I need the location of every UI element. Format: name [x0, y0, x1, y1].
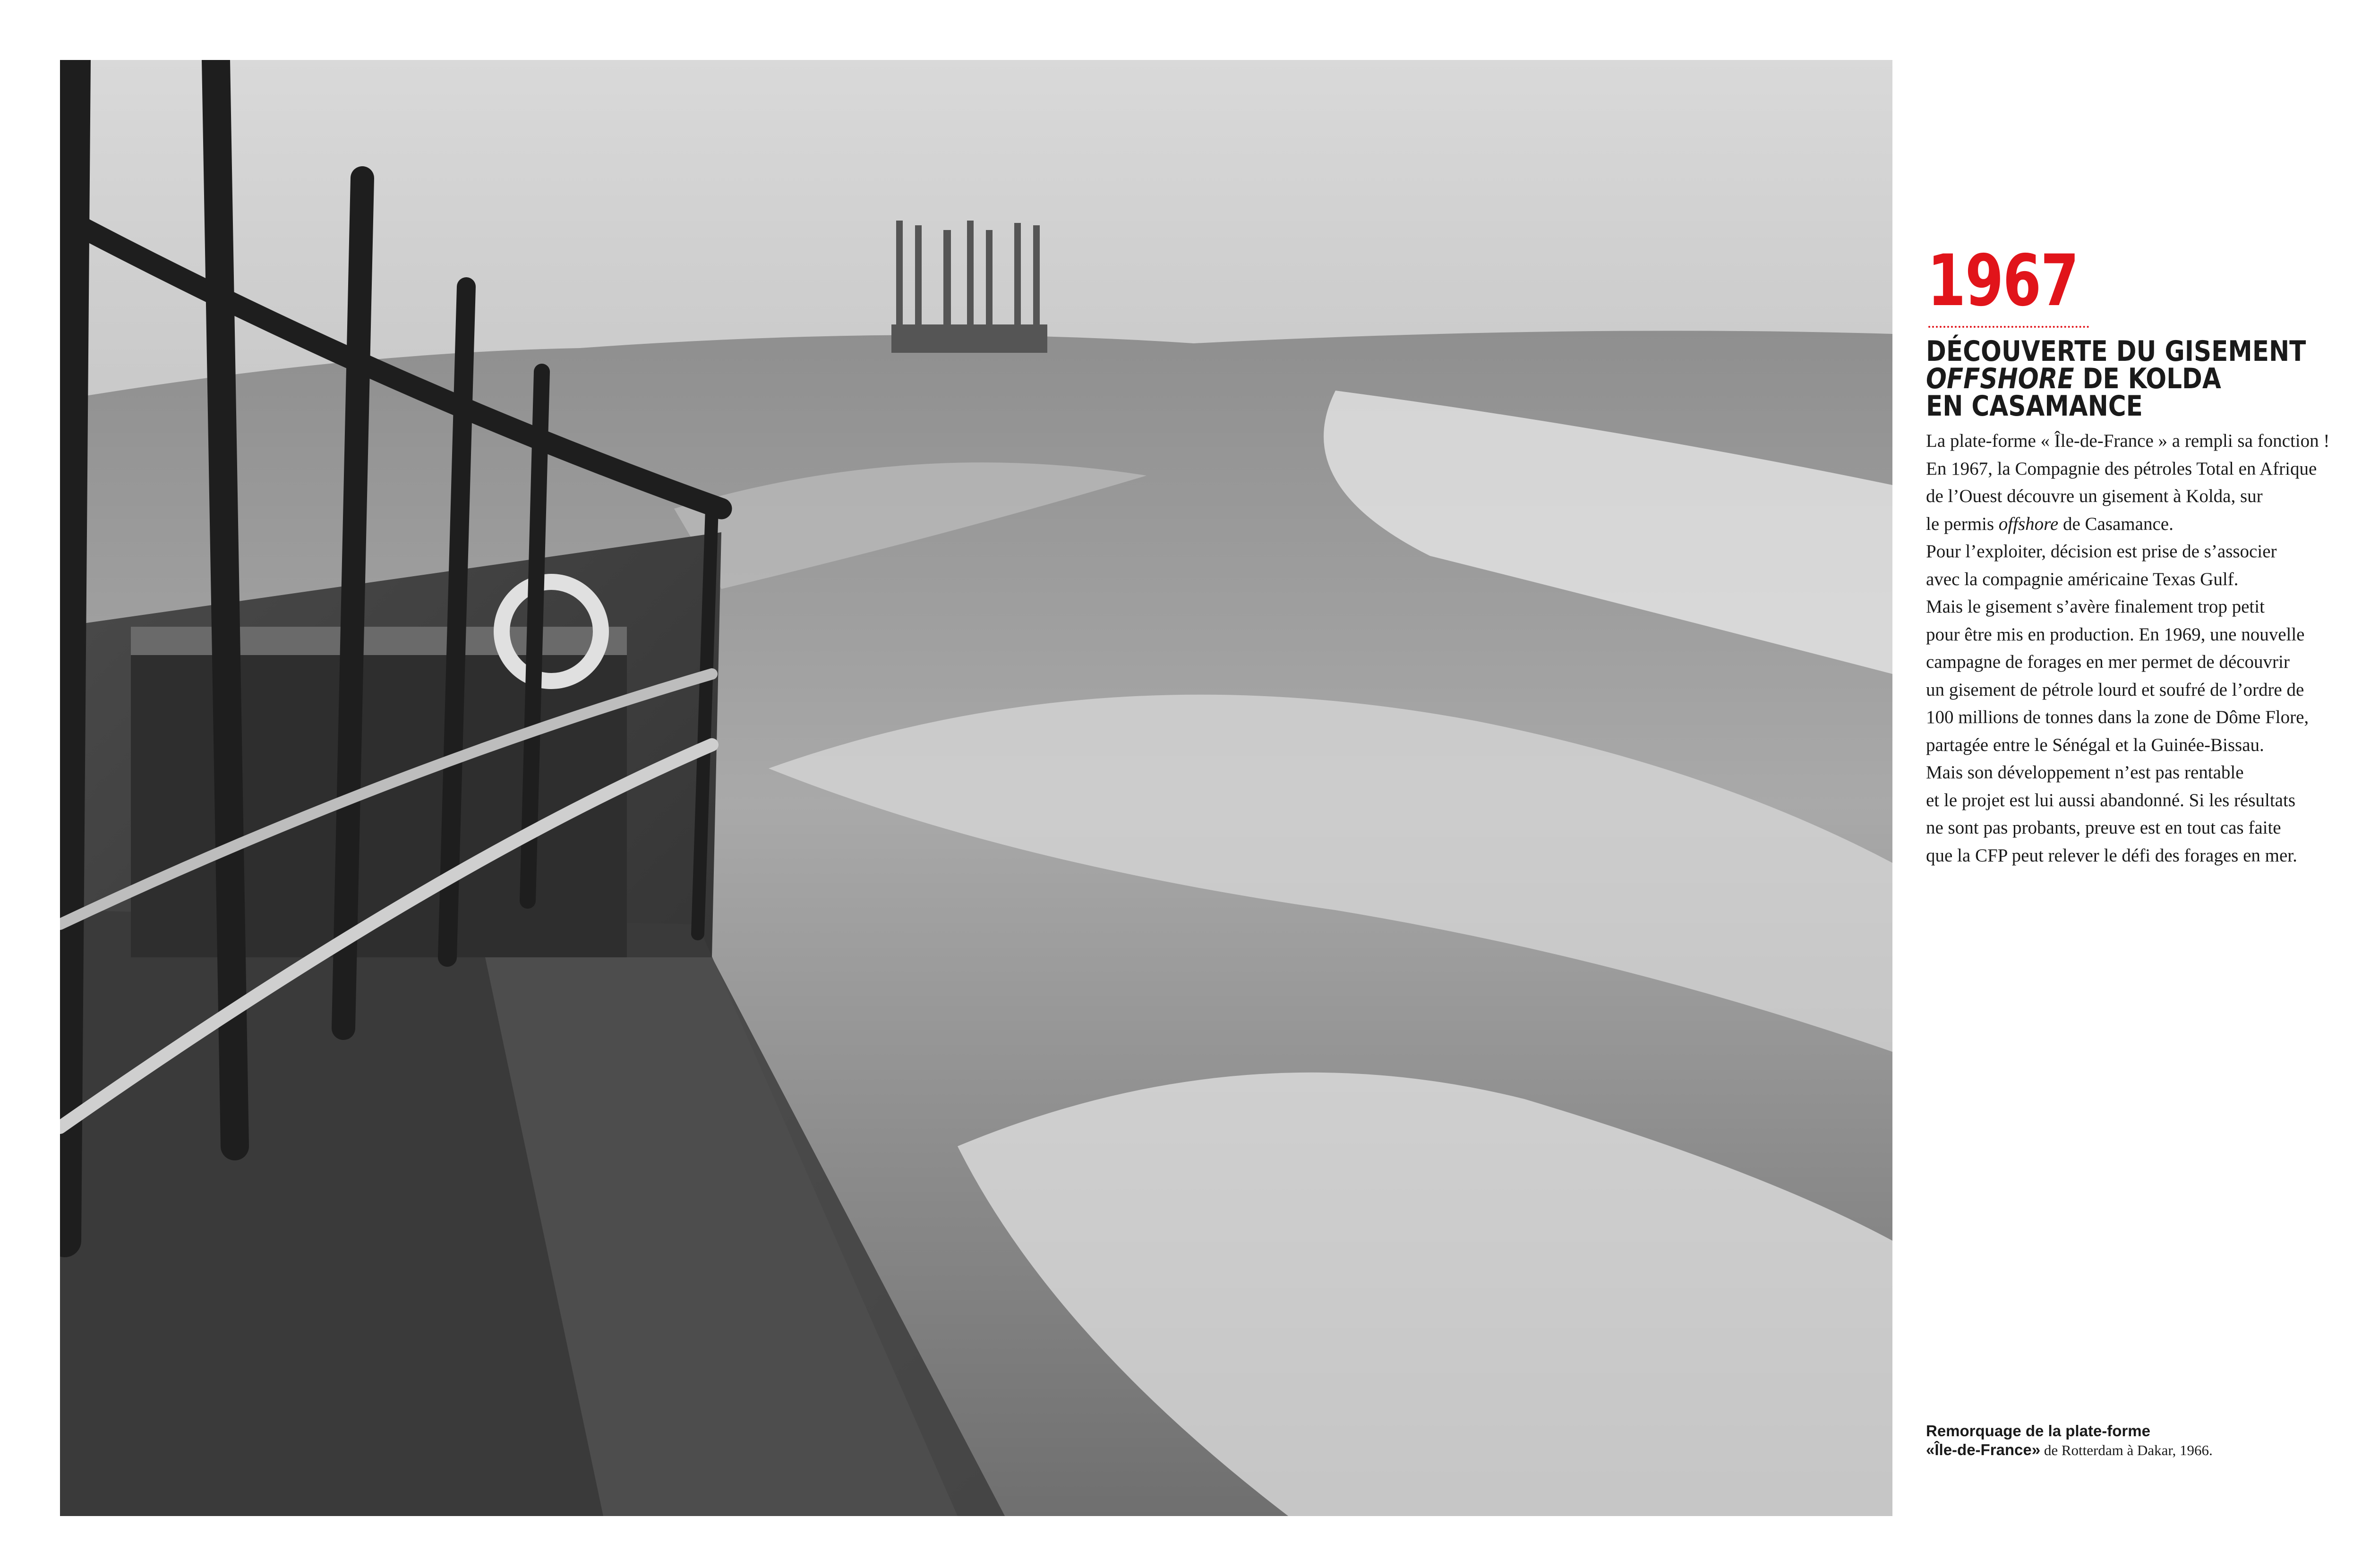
body-line: 100 millions de tonnes dans la zone de Dôme Flore, [1926, 707, 2309, 727]
body-line: pour être mis en production. En 1969, une nouvelle [1926, 624, 2305, 645]
body-line [1926, 511, 2362, 538]
headline-offshore: OFFSHORE [1926, 362, 2074, 395]
body-line: avec la compagnie américaine Texas Gulf. [1926, 569, 2239, 589]
body-line: ne sont pas probants, preuve est en tout cas faite [1926, 818, 2281, 838]
body-line: La plate-forme « Île-de-France » a rempli sa fonction ! [1926, 431, 2330, 451]
body-line: campagne de forages en mer permet de découvrir [1926, 652, 2290, 672]
body-line: partagée entre le Sénégal et la Guinée-Bissau. [1926, 734, 2264, 755]
caption-platform-name: «Île-de-France» [1926, 1441, 2041, 1458]
headline-line-1: DÉCOUVERTE DU GISEMENT [1926, 335, 2306, 368]
body-line: Mais son développement n’est pas rentable [1926, 762, 2244, 783]
caption-line-2-rest: de Rotterdam à Dakar, 1966. [2040, 1442, 2213, 1458]
body-line: que la CFP peut relever le défi des forages en mer. [1926, 845, 2297, 866]
article-body [1926, 427, 2362, 869]
headline-line-3: EN CASAMANCE [1926, 390, 2143, 423]
body-line: un gisement de pétrole lourd et soufré de l’ordre de [1926, 679, 2304, 700]
sea-photograph [60, 60, 1892, 1516]
article-headline [1926, 335, 2306, 423]
body-line: Mais le gisement s’avère finalement trop petit [1926, 597, 2265, 617]
page-number [2334, 111, 2362, 128]
body-line: En 1967, la Compagnie des pétroles Total en Afrique [1926, 458, 2317, 479]
caption-line-1: Remorquage de la plate-forme [1926, 1422, 2150, 1440]
body-line: Pour l’exploiter, décision est prise de s’associer [1926, 541, 2277, 562]
body-line: de l’Ouest découvre un gisement à Kolda, sur [1926, 486, 2263, 506]
body-line-4-pre: le permis [1926, 513, 1999, 534]
headline-line-2 [1926, 362, 2292, 395]
body-line: et le projet est lui aussi abandonné. Si les résultats [1926, 790, 2295, 810]
photo-caption [1926, 1422, 2362, 1460]
dotted-divider [1928, 326, 2089, 328]
caption-line-2 [1926, 1440, 2362, 1460]
year-heading: 1967 [1927, 240, 2079, 322]
body-line-4-post: de Casamance. [2058, 513, 2174, 534]
body-offshore: offshore [1998, 513, 2059, 534]
headline-line-2-rest: DE KOLDA [2074, 362, 2221, 395]
